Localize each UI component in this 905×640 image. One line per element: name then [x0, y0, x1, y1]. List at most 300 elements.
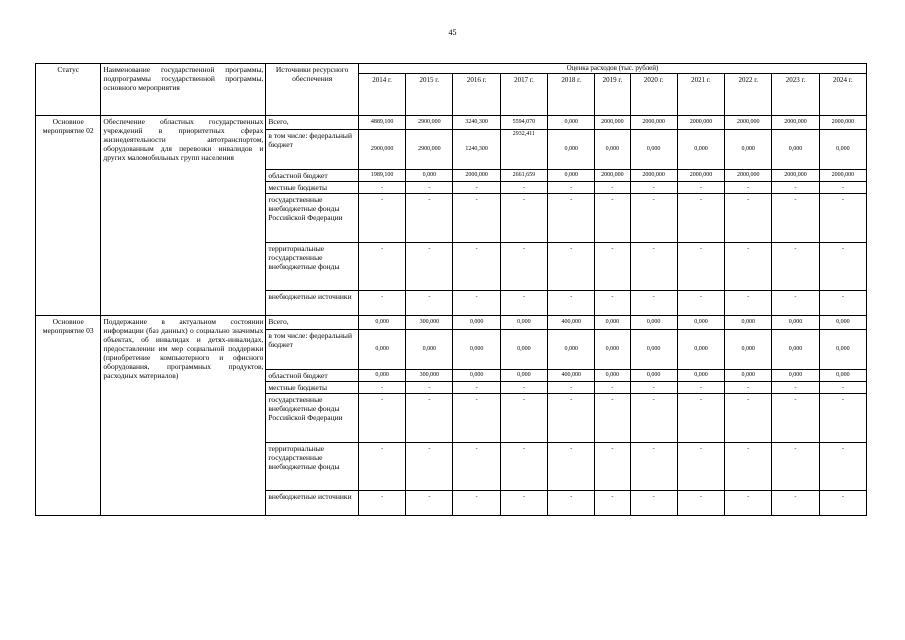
- value-cell: [725, 130, 772, 170]
- value-cell: [772, 370, 819, 382]
- value-cell: [630, 170, 677, 182]
- value-cell: [819, 170, 866, 182]
- status-cell: Основное мероприятие 02: [36, 116, 101, 316]
- value-cell: [548, 130, 595, 170]
- value-text: -: [522, 185, 525, 191]
- value-cell: [500, 370, 547, 382]
- value-cell: [630, 130, 677, 170]
- value-text: -: [652, 397, 655, 403]
- value-text: -: [699, 397, 702, 403]
- value-text: -: [794, 385, 797, 391]
- value-text: -: [475, 446, 478, 452]
- value-text: -: [699, 294, 702, 300]
- value-text: -: [841, 397, 844, 403]
- value-text: -: [428, 446, 431, 452]
- value-cell: [548, 182, 595, 194]
- value-text: -: [652, 185, 655, 191]
- value-text: -: [699, 197, 702, 203]
- header-year: 2018 г.: [548, 74, 595, 116]
- value-text: 0,000: [836, 372, 850, 378]
- value-text: 0,000: [605, 319, 620, 325]
- value-cell: [406, 394, 453, 443]
- value-text: 0,000: [741, 319, 755, 325]
- value-text: 0,000: [517, 346, 531, 352]
- value-cell: [630, 370, 677, 382]
- header-name: Наименование государственной программы, подпрограммы государственной программы, основного мероприятия: [101, 64, 266, 116]
- value-cell: [406, 170, 453, 182]
- value-cell: [548, 330, 595, 370]
- funding-source-cell: областной бюджет: [266, 370, 359, 382]
- value-cell: [453, 382, 500, 394]
- funding-source-cell: Всего,: [266, 116, 359, 130]
- value-cell: [406, 443, 453, 491]
- table-row: [36, 316, 867, 330]
- value-text: 0,000: [469, 346, 484, 352]
- value-cell: [819, 116, 866, 130]
- value-text: -: [699, 185, 702, 191]
- value-text: -: [699, 246, 702, 252]
- value-text: -: [570, 494, 573, 500]
- value-cell: [548, 243, 595, 291]
- value-text: 0,000: [469, 372, 484, 378]
- value-cell: [677, 291, 724, 316]
- value-text: -: [381, 385, 384, 391]
- value-cell: [725, 316, 772, 330]
- value-cell: [595, 330, 630, 370]
- value-cell: [358, 491, 405, 516]
- value-cell: [630, 443, 677, 491]
- value-cell: [819, 394, 866, 443]
- value-text: -: [794, 294, 797, 300]
- header-status: Статус: [36, 64, 101, 116]
- value-cell: [500, 194, 547, 243]
- value-text: 0,000: [564, 346, 578, 352]
- header-year: 2017 г.: [500, 74, 547, 116]
- value-text: 0,000: [836, 346, 850, 352]
- value-cell: [358, 443, 405, 491]
- value-cell: [358, 330, 405, 370]
- header-row: [36, 64, 867, 74]
- value-text: -: [794, 185, 797, 191]
- status-cell: Основное мероприятие 03: [36, 316, 101, 516]
- value-text: -: [475, 397, 478, 403]
- value-cell: [406, 182, 453, 194]
- header-year: 2021 г.: [677, 74, 724, 116]
- value-text: -: [611, 494, 614, 500]
- value-cell: [725, 194, 772, 243]
- value-cell: [630, 382, 677, 394]
- value-cell: [819, 316, 866, 330]
- value-cell: [595, 291, 630, 316]
- value-text: 2000,000: [831, 172, 855, 178]
- value-text: 0,000: [375, 372, 389, 378]
- value-text: 0,000: [469, 319, 484, 325]
- header-year: 2020 г.: [630, 74, 677, 116]
- value-text: 0,000: [836, 319, 850, 325]
- value-text: -: [522, 494, 525, 500]
- value-text: -: [841, 197, 844, 203]
- value-text: 300,000: [419, 372, 440, 378]
- value-cell: [500, 170, 547, 182]
- value-cell: [406, 382, 453, 394]
- value-text: -: [699, 446, 702, 452]
- header-source: Источники ресурсного обеспечения: [266, 64, 359, 116]
- value-cell: [725, 182, 772, 194]
- value-cell: [406, 330, 453, 370]
- header-year: 2024 г.: [819, 74, 866, 116]
- value-text: 0,000: [788, 346, 803, 352]
- value-cell: [453, 443, 500, 491]
- value-cell: [725, 491, 772, 516]
- table-body: [36, 64, 867, 516]
- value-cell: [548, 443, 595, 491]
- value-text: 5594,070: [512, 119, 536, 125]
- value-text: -: [794, 197, 797, 203]
- value-cell: [406, 316, 453, 330]
- value-cell: [358, 116, 405, 130]
- value-cell: [772, 170, 819, 182]
- value-cell: [595, 194, 630, 243]
- value-cell: [406, 194, 453, 243]
- value-text: -: [570, 197, 573, 203]
- value-text: -: [652, 385, 655, 391]
- value-text: -: [611, 197, 614, 203]
- value-text: 2661,659: [512, 172, 536, 178]
- value-cell: [772, 443, 819, 491]
- value-cell: [772, 116, 819, 130]
- value-cell: [358, 291, 405, 316]
- value-cell: [453, 182, 500, 194]
- value-text: -: [794, 397, 797, 403]
- value-text: -: [841, 246, 844, 252]
- value-cell: [500, 330, 547, 370]
- value-text: 2000,000: [784, 119, 807, 125]
- value-text: 0,000: [694, 319, 708, 325]
- funding-source-cell: территориальные государственные внебюджетные фонды: [266, 443, 359, 491]
- page-number: 45: [448, 28, 457, 37]
- funding-source-cell: в том числе: федеральный бюджет: [266, 130, 359, 170]
- value-text: -: [652, 494, 655, 500]
- value-text: 0,000: [646, 146, 661, 152]
- value-text: 0,000: [741, 372, 755, 378]
- value-text: -: [841, 185, 844, 191]
- value-cell: [358, 243, 405, 291]
- value-text: 0,000: [646, 346, 661, 352]
- value-cell: [548, 291, 595, 316]
- activity-name-cell: Поддержание в актуальном состоянии информации (баз данных) о социально значимых объектах, об инвалидах и детях-инвалидах, предоставлении им мер социальной поддержки (приобретение компьютерного и офисного оборудования, программных продуктов, расходных материалов): [101, 316, 266, 516]
- value-cell: [819, 194, 866, 243]
- value-cell: [772, 330, 819, 370]
- value-cell: [630, 394, 677, 443]
- value-text: -: [428, 197, 431, 203]
- activity-name-cell: Обеспечение областных государственных учреждений в приоритетных сферах жизнедеятельности автотранспортом, оборудованным для перевозки инвалидов и других маломобильных групп населения: [101, 116, 266, 316]
- value-cell: [819, 491, 866, 516]
- value-cell: [406, 491, 453, 516]
- value-text: 0,000: [741, 346, 755, 352]
- value-cell: [630, 491, 677, 516]
- value-text: 2000,000: [601, 172, 624, 178]
- value-cell: [677, 170, 724, 182]
- value-text: -: [652, 294, 655, 300]
- value-cell: [453, 370, 500, 382]
- value-text: -: [428, 494, 431, 500]
- value-cell: [406, 130, 453, 170]
- value-cell: [500, 291, 547, 316]
- value-cell: [453, 116, 500, 130]
- value-text: -: [652, 197, 655, 203]
- value-text: -: [570, 185, 573, 191]
- value-text: -: [428, 385, 431, 391]
- value-text: 2900,000: [370, 146, 394, 152]
- value-text: -: [611, 246, 614, 252]
- value-cell: [358, 382, 405, 394]
- value-text: 2900,000: [418, 146, 441, 152]
- value-text: -: [428, 397, 431, 403]
- value-cell: [772, 194, 819, 243]
- value-cell: [772, 130, 819, 170]
- value-cell: [630, 194, 677, 243]
- value-cell: [548, 116, 595, 130]
- value-text: 0,000: [422, 346, 437, 352]
- value-cell: [677, 316, 724, 330]
- value-cell: [725, 243, 772, 291]
- value-text: -: [381, 397, 384, 403]
- value-cell: [500, 182, 547, 194]
- value-text: -: [522, 197, 525, 203]
- value-text: 0,000: [694, 346, 708, 352]
- value-cell: [548, 491, 595, 516]
- value-cell: [595, 491, 630, 516]
- value-cell: [725, 330, 772, 370]
- value-text: -: [428, 185, 431, 191]
- value-cell: [500, 116, 547, 130]
- value-text: -: [611, 294, 614, 300]
- value-cell: [725, 116, 772, 130]
- value-text: -: [475, 294, 478, 300]
- value-cell: [548, 382, 595, 394]
- value-cell: [358, 194, 405, 243]
- value-text: 0,000: [788, 319, 803, 325]
- value-cell: [677, 443, 724, 491]
- value-text: 2000,000: [784, 172, 807, 178]
- value-text: 2000,000: [689, 119, 713, 125]
- value-text: -: [522, 246, 525, 252]
- value-cell: [453, 194, 500, 243]
- value-cell: [406, 370, 453, 382]
- value-cell: [548, 316, 595, 330]
- value-cell: [406, 116, 453, 130]
- value-text: -: [570, 294, 573, 300]
- value-text: 2000,000: [689, 172, 713, 178]
- value-text: -: [747, 294, 750, 300]
- value-cell: [500, 316, 547, 330]
- value-cell: [500, 243, 547, 291]
- value-cell: [772, 491, 819, 516]
- funding-source-cell: местные бюджеты: [266, 182, 359, 194]
- value-cell: [819, 130, 866, 170]
- funding-source-cell: Всего,: [266, 316, 359, 330]
- value-cell: [453, 291, 500, 316]
- value-cell: [595, 443, 630, 491]
- value-cell: [819, 182, 866, 194]
- value-cell: [819, 382, 866, 394]
- value-cell: [772, 316, 819, 330]
- value-cell: [595, 116, 630, 130]
- value-text: 0,000: [741, 146, 755, 152]
- value-cell: [725, 291, 772, 316]
- value-text: -: [652, 246, 655, 252]
- value-text: -: [428, 294, 431, 300]
- value-text: 0,000: [517, 319, 531, 325]
- value-cell: [630, 116, 677, 130]
- value-text: 2000,000: [601, 119, 624, 125]
- value-cell: [630, 316, 677, 330]
- value-text: -: [652, 446, 655, 452]
- value-cell: [630, 243, 677, 291]
- value-text: -: [699, 385, 702, 391]
- funding-source-cell: внебюджетные источники: [266, 291, 359, 316]
- value-cell: [548, 194, 595, 243]
- value-cell: [725, 370, 772, 382]
- value-cell: [358, 370, 405, 382]
- value-text: 0,000: [564, 172, 578, 178]
- value-cell: [630, 182, 677, 194]
- header-year: 2015 г.: [406, 74, 453, 116]
- funding-source-cell: областной бюджет: [266, 170, 359, 182]
- value-cell: [548, 394, 595, 443]
- value-cell: [595, 130, 630, 170]
- value-cell: [819, 370, 866, 382]
- value-cell: [500, 394, 547, 443]
- value-text: 2900,000: [418, 119, 441, 125]
- value-cell: [595, 382, 630, 394]
- value-text: -: [570, 446, 573, 452]
- value-cell: [677, 194, 724, 243]
- value-text: -: [381, 197, 384, 203]
- value-text: 2000,000: [642, 172, 665, 178]
- budget-table: [35, 63, 867, 516]
- value-text: 2000,000: [736, 119, 760, 125]
- value-text: 1989,100: [370, 172, 394, 178]
- header-year: 2022 г.: [725, 74, 772, 116]
- value-text: -: [747, 397, 750, 403]
- header-year: 2014 г.: [358, 74, 405, 116]
- value-cell: [677, 491, 724, 516]
- value-cell: [677, 394, 724, 443]
- value-cell: [819, 243, 866, 291]
- value-text: 0,000: [646, 319, 661, 325]
- header-estimate: Оценка расходов (тыс. рублей): [358, 64, 866, 74]
- value-cell: [453, 491, 500, 516]
- value-cell: [595, 243, 630, 291]
- value-cell: [595, 370, 630, 382]
- value-cell: [677, 382, 724, 394]
- value-text: 2000,000: [831, 119, 855, 125]
- value-text: -: [570, 385, 573, 391]
- value-text: -: [611, 446, 614, 452]
- value-cell: [630, 330, 677, 370]
- value-text: 0,000: [375, 319, 389, 325]
- value-text: -: [475, 494, 478, 500]
- header-year: 2019 г.: [595, 74, 630, 116]
- funding-source-cell: внебюджетные источники: [266, 491, 359, 516]
- value-cell: [358, 170, 405, 182]
- value-text: 0,000: [605, 372, 620, 378]
- value-text: -: [522, 294, 525, 300]
- value-cell: [772, 182, 819, 194]
- value-cell: [406, 243, 453, 291]
- value-cell: [677, 116, 724, 130]
- value-text: -: [381, 494, 384, 500]
- value-text: -: [475, 385, 478, 391]
- value-text: 300,000: [419, 319, 440, 325]
- value-cell: [725, 394, 772, 443]
- value-text: -: [381, 246, 384, 252]
- value-text: -: [794, 446, 797, 452]
- value-text: 0,000: [422, 172, 437, 178]
- value-text: 400,000: [561, 319, 581, 325]
- value-text: -: [522, 446, 525, 452]
- value-text: 400,000: [561, 372, 581, 378]
- value-cell: [358, 316, 405, 330]
- value-text: 0,000: [605, 346, 620, 352]
- funding-source-cell: территориальные государственные внебюджетные фонды: [266, 243, 359, 291]
- value-text: 4889,100: [370, 119, 394, 125]
- value-text: -: [475, 197, 478, 203]
- value-text: 0,000: [564, 146, 578, 152]
- value-text: 0,000: [517, 372, 531, 378]
- value-text: -: [381, 446, 384, 452]
- value-cell: [358, 394, 405, 443]
- value-text: -: [841, 294, 844, 300]
- value-cell: [358, 182, 405, 194]
- value-cell: [358, 130, 405, 170]
- value-text: -: [841, 446, 844, 452]
- value-text: -: [381, 185, 384, 191]
- value-cell: [819, 330, 866, 370]
- value-text: 0,000: [694, 372, 708, 378]
- value-text: -: [611, 185, 614, 191]
- value-cell: [772, 394, 819, 443]
- value-text: -: [522, 397, 525, 403]
- value-text: -: [522, 385, 525, 391]
- value-text: 0,000: [646, 372, 661, 378]
- value-text: -: [475, 185, 478, 191]
- value-text: -: [699, 494, 702, 500]
- value-text: -: [841, 494, 844, 500]
- value-text: 0,000: [605, 146, 620, 152]
- value-cell: [677, 130, 724, 170]
- value-text: -: [611, 385, 614, 391]
- value-cell: [677, 243, 724, 291]
- value-text: -: [747, 446, 750, 452]
- value-text: 0,000: [564, 119, 578, 125]
- value-text: 0,000: [694, 146, 708, 152]
- value-cell: [595, 170, 630, 182]
- value-text: -: [747, 385, 750, 391]
- value-text: -: [747, 185, 750, 191]
- value-text: 0,000: [836, 146, 850, 152]
- funding-source-cell: в том числе: федеральный бюджет: [266, 330, 359, 370]
- table-row: [36, 116, 867, 130]
- value-cell: [453, 130, 500, 170]
- value-text: -: [570, 397, 573, 403]
- value-cell: [725, 382, 772, 394]
- value-text: -: [428, 246, 431, 252]
- value-cell: [772, 382, 819, 394]
- funding-source-cell: государственные внебюджетные фонды Российской Федерации: [266, 194, 359, 243]
- value-cell: [595, 182, 630, 194]
